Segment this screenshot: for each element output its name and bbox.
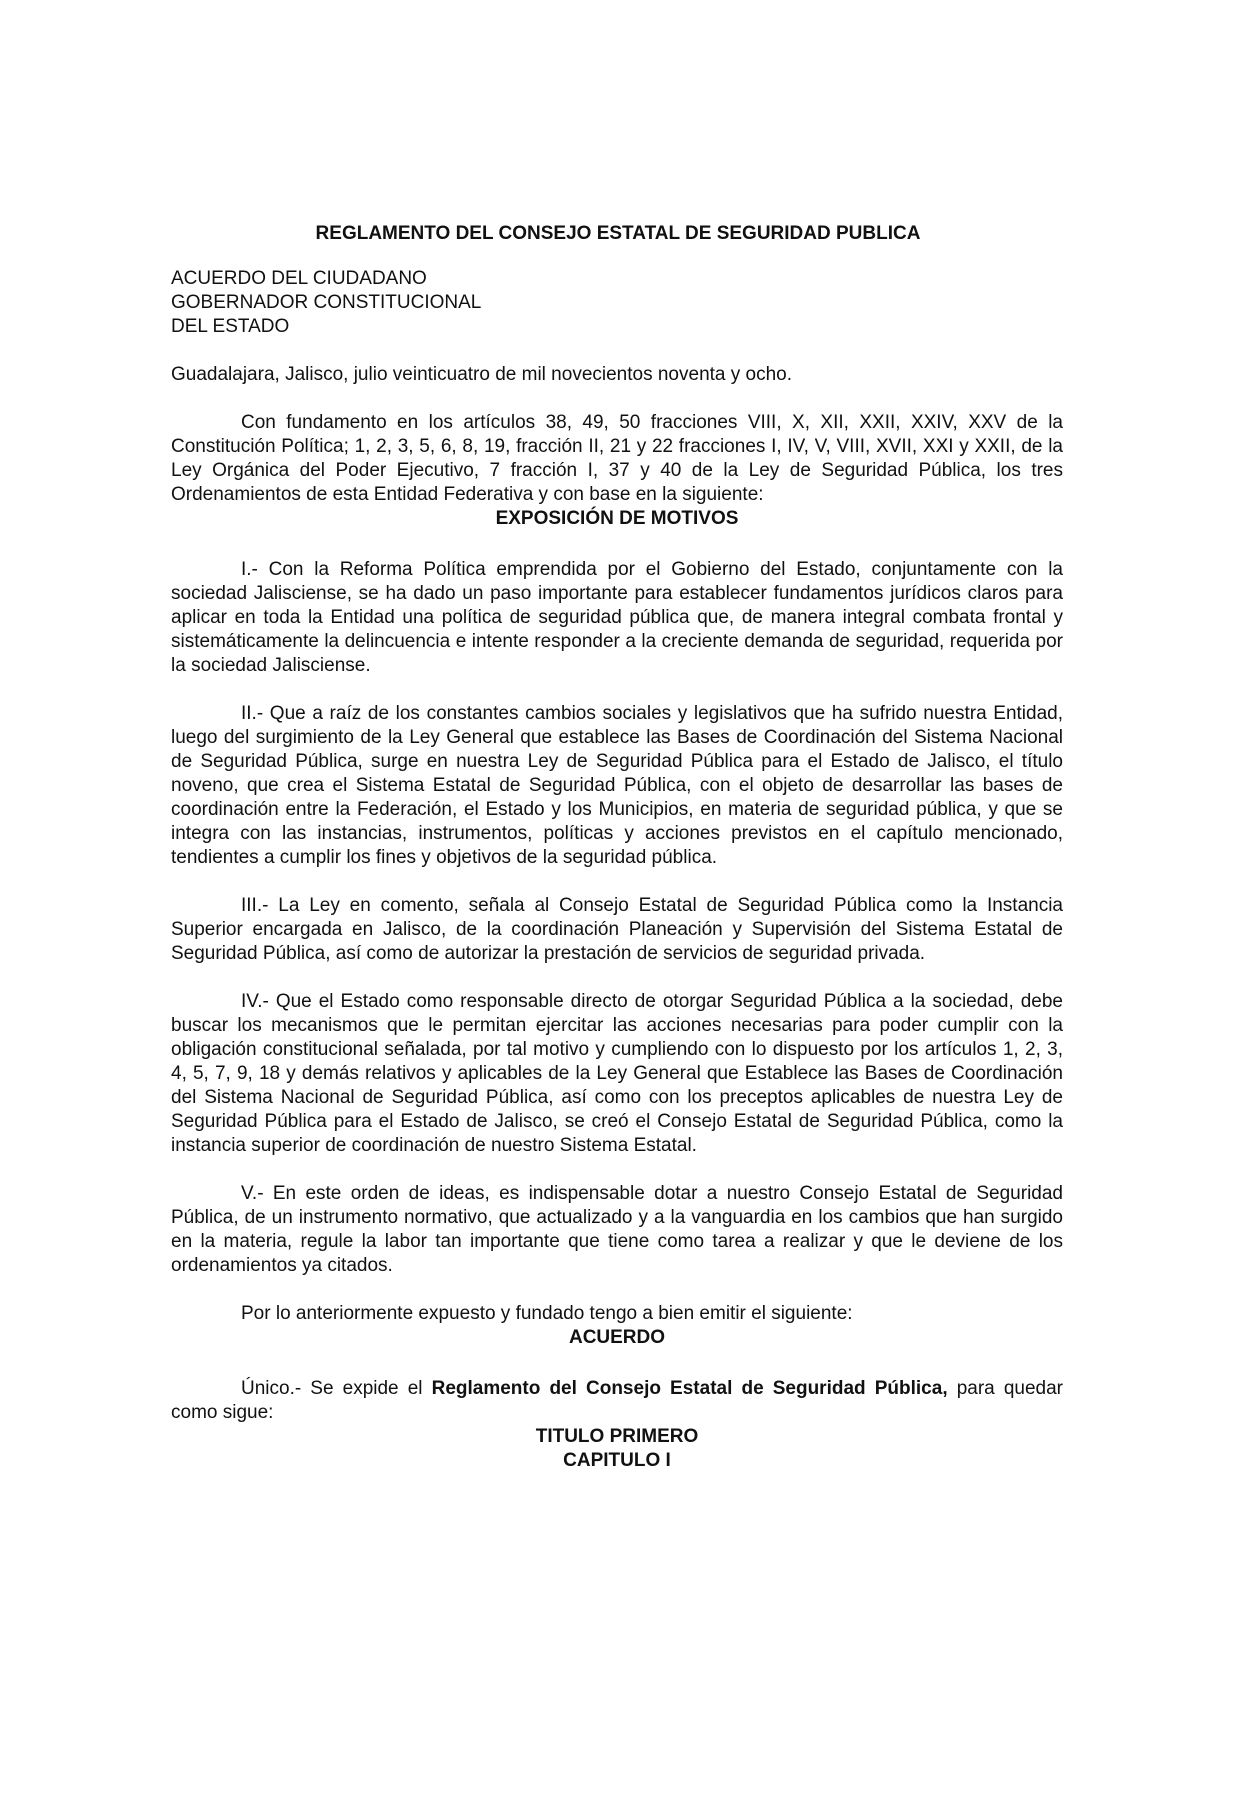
- single-article-suffix: para quedar como sigue:: [171, 1378, 1063, 1423]
- motive-paragraph-2: II.- Que a raíz de los constantes cambios sociales y legislativos que ha sufrido nuestra Entidad, luego del surgimiento de la Ley General que establece las Bases de Coordinación del Sistema Nacional de Seguridad Pública, surge en nuestra Ley de Seguridad Pública para el Estado de Jalisco, el título noveno, que crea el Sistema Estatal de Seguridad Pública, con el objeto de desarrollar las bases de coordinación entre la Federación, el Estado y los Municipios, en materia de seguridad pública, y que se integra con las instancias, instrumentos, políticas y acciones previstos en el capítulo mencionado, tendientes a cumplir los fines y objetivos de la seguridad pública.: [171, 703, 1063, 868]
- addressee-line: DEL ESTADO: [171, 316, 290, 337]
- motives-heading: EXPOSICIÓN DE MOTIVOS: [495, 508, 739, 529]
- motive-paragraph-5: V.- En este orden de ideas, es indispensable dotar a nuestro Consejo Estatal de Seguridad Pública, de un instrumento normativo, que actualizado y a la vanguardia en los cambios que han surgido en la materia, regule la labor tan importante que tiene como tarea a realizar y que le deviene de los ordenamientos ya citados.: [171, 1183, 1063, 1276]
- addressee-line: ACUERDO DEL CIUDADANO: [171, 268, 427, 289]
- motive-paragraph-4: IV.- Que el Estado como responsable directo de otorgar Seguridad Pública a la sociedad, debe buscar los mecanismos que le permitan ejercitar las acciones necesarias para poder cumplir con la obligación constitucional señalada, por tal motivo y cumpliendo con lo dispuesto por los artículos 1, 2, 3, 4, 5, 7, 9, 18 y demás relativos y aplicables de la Ley General que Establece las Bases de Coordinación del Sistema Nacional de Seguridad Pública, así como con los preceptos aplicables de nuestra Ley de Seguridad Pública para el Estado de Jalisco, se creó el Consejo Estatal de Seguridad Pública, como la instancia superior de coordinación de nuestro Sistema Estatal.: [171, 991, 1063, 1156]
- date-line: Guadalajara, Jalisco, julio veinticuatro de mil novecientos noventa y ocho.: [171, 364, 793, 385]
- motive-paragraph-3: III.- La Ley en comento, señala al Consejo Estatal de Seguridad Pública como la Instancia Superior encargada en Jalisco, de la coordinación Planeación y Supervisión del Sistema Estatal de Seguridad Pública, así como de autorizar la prestación de servicios de seguridad privada.: [171, 895, 1063, 964]
- document-page: [171, 222, 1063, 1473]
- single-article-prefix: Único.- Se expide el: [241, 1378, 423, 1399]
- document-title: REGLAMENTO DEL CONSEJO ESTATAL DE SEGURIDAD PUBLICA: [315, 223, 921, 244]
- addressee-block: [171, 267, 1063, 339]
- single-article-paragraph: [171, 1377, 1063, 1425]
- title-heading: TITULO PRIMERO: [535, 1426, 699, 1447]
- chapter-heading: CAPITULO I: [563, 1450, 671, 1471]
- regulation-name: Reglamento del Consejo Estatal de Seguridad Pública,: [431, 1378, 948, 1399]
- motive-paragraph-1: I.- Con la Reforma Política emprendida por el Gobierno del Estado, conjuntamente con la sociedad Jalisciense, se ha dado un paso importante para establecer fundamentos jurídicos claros para aplicar en toda la Entidad una política de seguridad pública que, de manera integral combata frontal y sistemáticamente la delincuencia e intente responder a la creciente demanda de seguridad, requerida por la sociedad Jalisciense.: [171, 559, 1063, 676]
- addressee-line: GOBERNADOR CONSTITUCIONAL: [171, 292, 482, 313]
- closing-statement: Por lo anteriormente expuesto y fundado tengo a bien emitir el siguiente:: [241, 1303, 853, 1324]
- foundation-paragraph: Con fundamento en los artículos 38, 49, 50 fracciones VIII, X, XII, XXII, XXIV, XXV de la Constitución Política; 1, 2, 3, 5, 6, 8, 19, fracción II, 21 y 22 fracciones I, IV, V, VIII, XVII, XXI y XXII, de la Ley Orgánica del Poder Ejecutivo, 7 fracción I, 37 y 40 de la Ley de Seguridad Pública, los tres Ordenamientos de esta Entidad Federativa y con base en la siguiente:: [171, 412, 1063, 505]
- agreement-heading: ACUERDO: [568, 1327, 666, 1348]
